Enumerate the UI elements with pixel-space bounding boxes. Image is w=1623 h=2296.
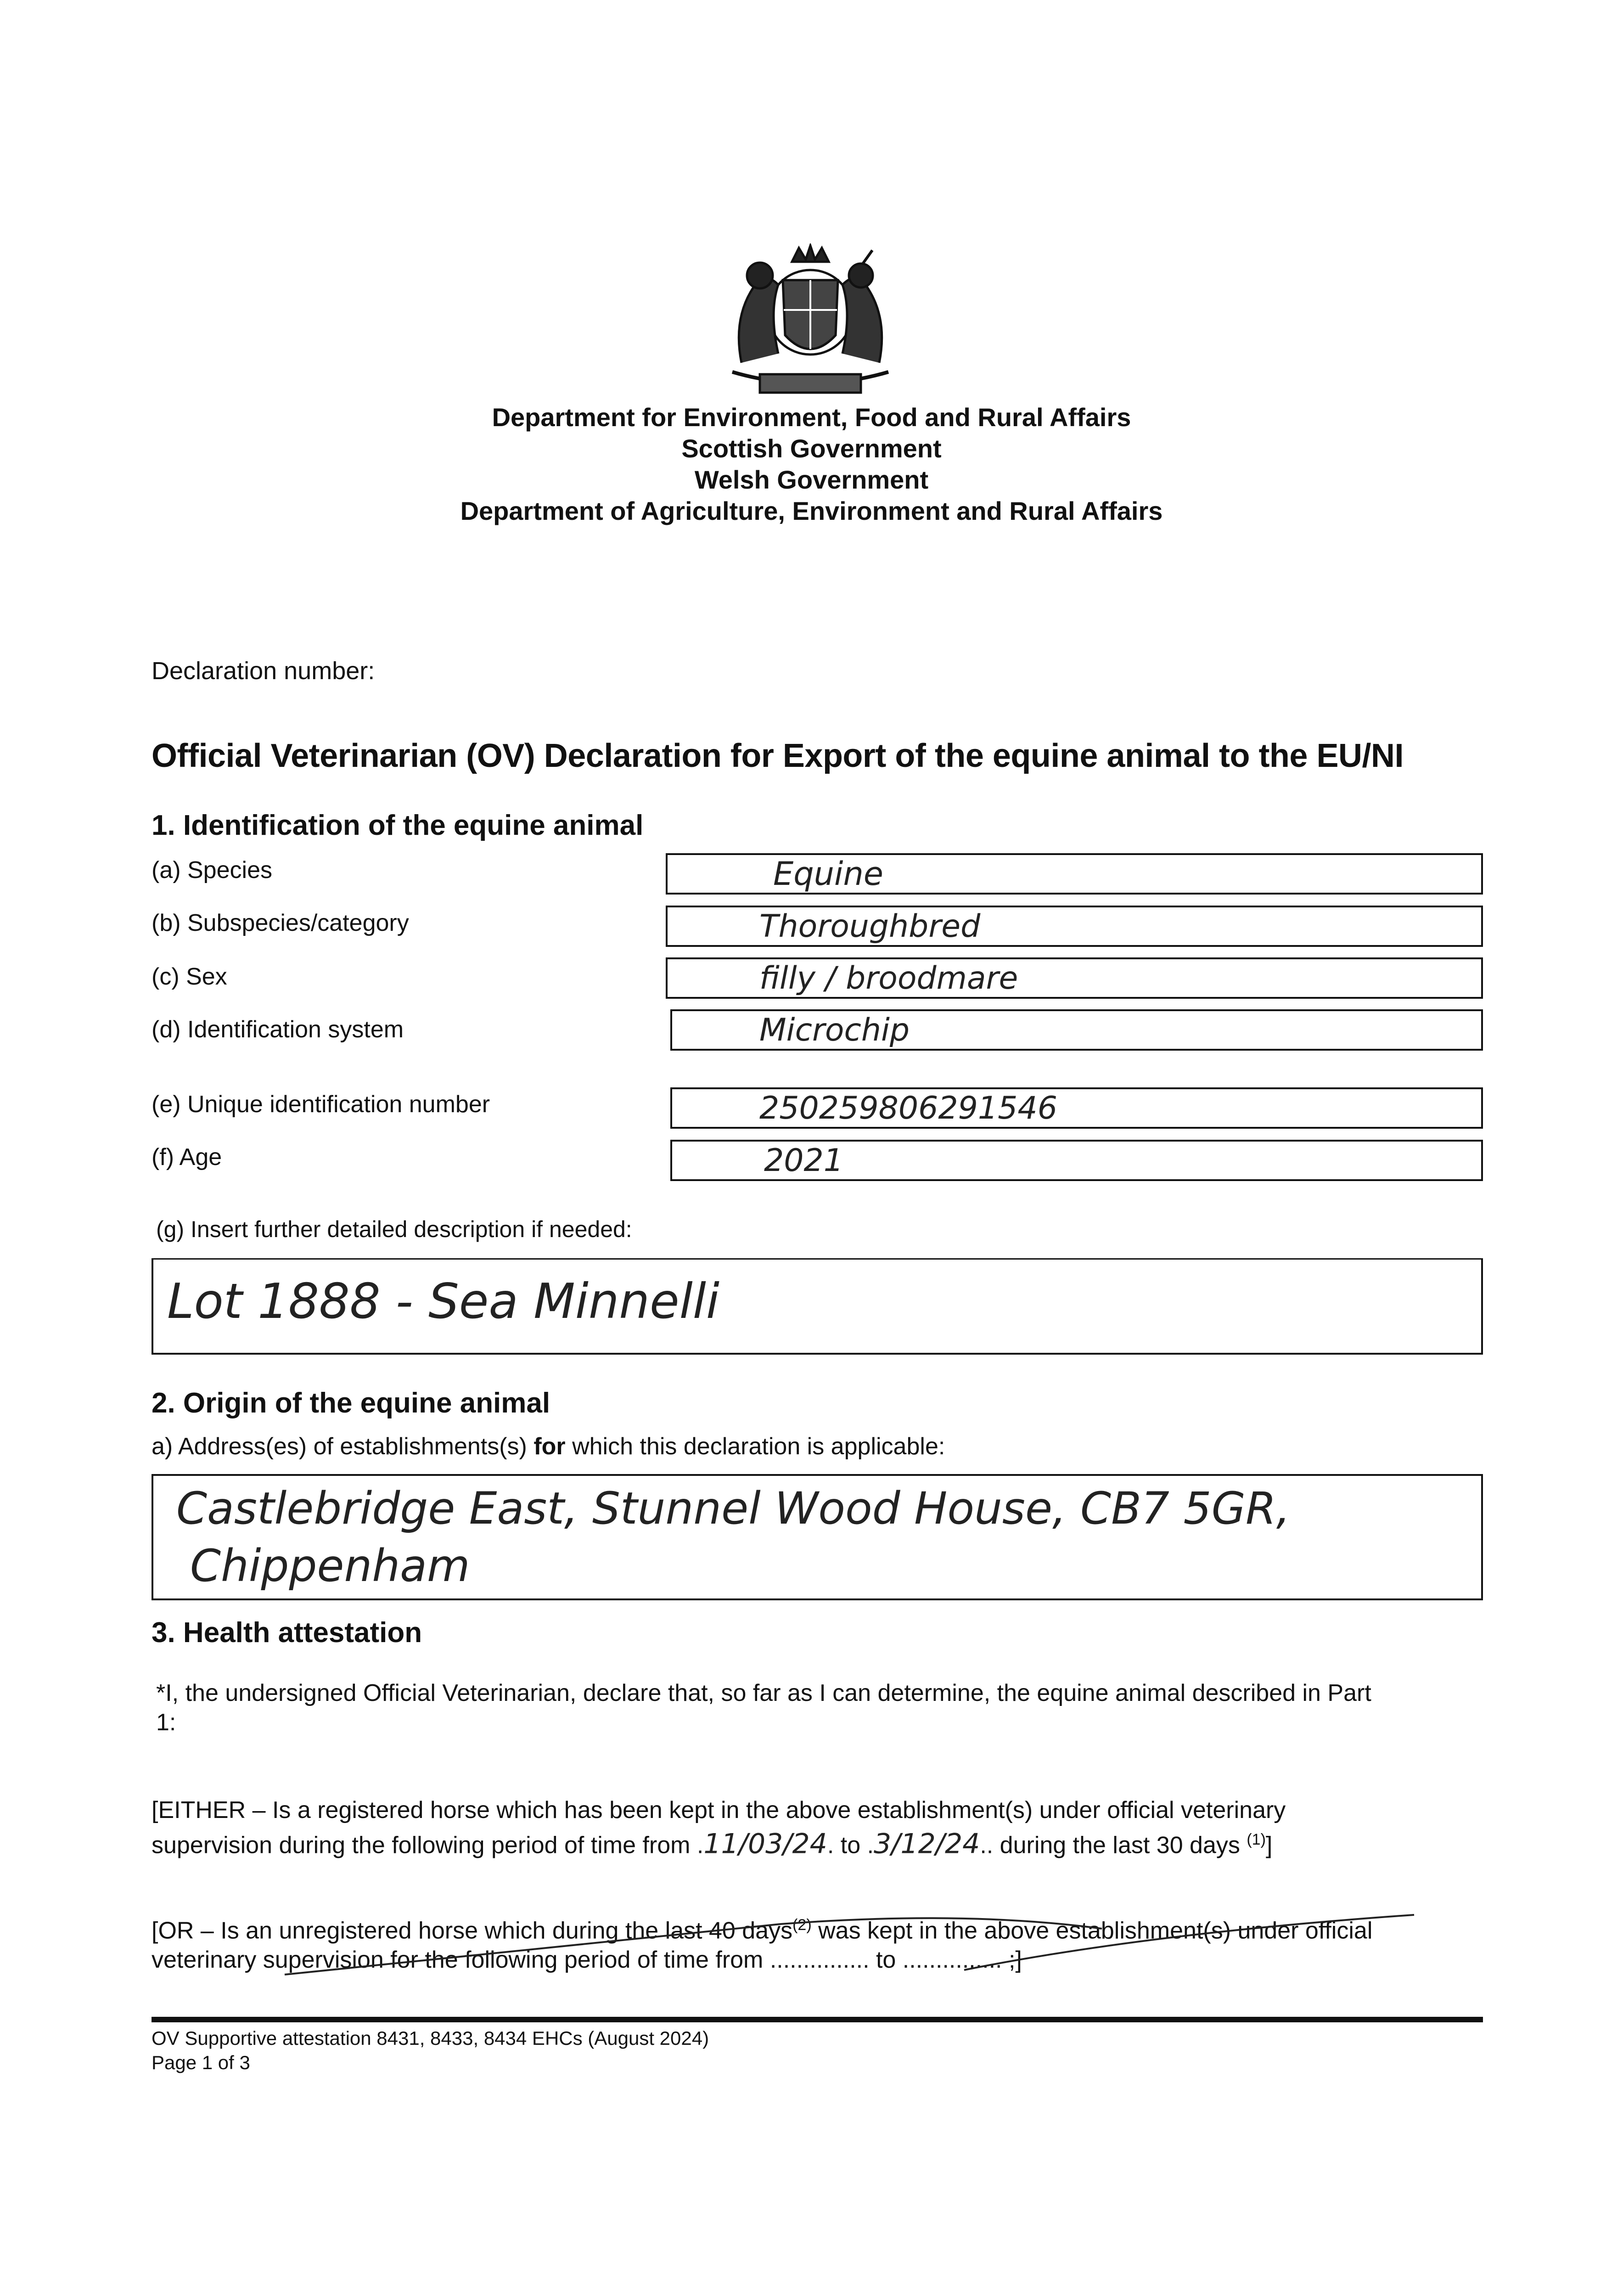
- or-text-b: was kept in the above establishment(s) under official: [811, 1917, 1373, 1944]
- sex-label: (c) Sex: [152, 963, 227, 990]
- address-label-pre: a) Address(es) of establishments(s): [152, 1433, 534, 1460]
- royal-coat-of-arms-icon: [714, 243, 907, 400]
- section1-heading: 1. Identification of the equine animal: [152, 810, 644, 841]
- id-system-field[interactable]: [670, 1009, 1483, 1051]
- either-text-a: supervision during the following period of time from .: [152, 1832, 704, 1859]
- page-title: Official Veterinarian (OV) Declaration for Export of the equine animal to the EU/NI: [152, 737, 1404, 774]
- authority-welsh-government: Welsh Government: [694, 465, 929, 494]
- or-footnote-ref: (2): [792, 1916, 812, 1934]
- further-description-field[interactable]: [152, 1258, 1483, 1355]
- uid-field[interactable]: [670, 1087, 1483, 1129]
- species-label: (a) Species: [152, 857, 272, 884]
- address-label-post: which this declaration is applicable:: [565, 1433, 945, 1460]
- address-line-2: Chippenham: [190, 1540, 470, 1592]
- address-field[interactable]: [152, 1474, 1483, 1600]
- authority-scottish-government: Scottish Government: [681, 434, 942, 463]
- intro-line-2: 1:: [156, 1709, 176, 1736]
- section2-heading: 2. Origin of the equine animal: [152, 1387, 550, 1419]
- age-field[interactable]: [670, 1140, 1483, 1181]
- either-footnote-ref: (1): [1247, 1831, 1266, 1848]
- footer-page-number: Page 1 of 3: [152, 2052, 250, 2073]
- species-field[interactable]: [666, 853, 1483, 895]
- sex-value: filly / broodmare: [759, 960, 1018, 996]
- subspecies-label: (b) Subspecies/category: [152, 910, 409, 936]
- either-line-1: [EITHER – Is a registered horse which has been kept in the above establishment(s) under official veterinary: [152, 1797, 1286, 1823]
- issuing-authorities: [0, 402, 1623, 527]
- id-system-label: (d) Identification system: [152, 1016, 404, 1043]
- either-line-2: [152, 1825, 1483, 1860]
- uid-label: (e) Unique identification number: [152, 1091, 490, 1118]
- further-description-label: (g) Insert further detailed description if needed:: [156, 1216, 632, 1242]
- species-value: Equine: [773, 855, 883, 893]
- further-description-value: Lot 1888 - Sea Minnelli: [167, 1273, 720, 1329]
- either-end-bracket: ]: [1265, 1832, 1273, 1859]
- either-date-to[interactable]: 3/12/24: [874, 1828, 980, 1860]
- declaration-number-label: Declaration number:: [152, 657, 375, 685]
- either-text-c: .. during the last 30 days: [980, 1832, 1247, 1859]
- subspecies-value: Thoroughbred: [759, 908, 981, 945]
- section3-heading: 3. Health attestation: [152, 1617, 422, 1649]
- or-text-a: [OR – Is an unregistered horse which during the last 40 days: [152, 1917, 793, 1944]
- either-clause: [152, 1795, 1483, 1860]
- address-line-1: Castlebridge East, Stunnel Wood House, CB7 5GR,: [176, 1483, 1291, 1534]
- either-date-from[interactable]: 11/03/24: [703, 1828, 827, 1860]
- address-label-bold: for: [534, 1433, 566, 1460]
- footer-attestation-ref: OV Supportive attestation 8431, 8433, 8434 EHCs (August 2024): [152, 2027, 709, 2049]
- either-text-b: . to .: [827, 1832, 874, 1859]
- sex-field[interactable]: [666, 957, 1483, 999]
- intro-line-1: *I, the undersigned Official Veterinarian, declare that, so far as I can determine, the equine animal described in Part: [156, 1680, 1371, 1706]
- age-label: (f) Age: [152, 1144, 222, 1171]
- or-line-2: veterinary supervision for the following period of time from ............... to ............... ;]: [152, 1947, 1022, 1974]
- uid-value: 250259806291546: [759, 1090, 1057, 1126]
- footer-rule: [152, 2017, 1483, 2022]
- authority-daera: Department of Agriculture, Environment and Rural Affairs: [460, 496, 1163, 525]
- address-label: [152, 1433, 945, 1460]
- strike-through-lines: [275, 1906, 1423, 1979]
- authority-defra: Department for Environment, Food and Rural Affairs: [492, 403, 1131, 432]
- age-value: 2021: [764, 1142, 844, 1179]
- id-system-value: Microchip: [759, 1012, 910, 1048]
- health-attestation-intro: [156, 1678, 1483, 1737]
- subspecies-field[interactable]: [666, 906, 1483, 947]
